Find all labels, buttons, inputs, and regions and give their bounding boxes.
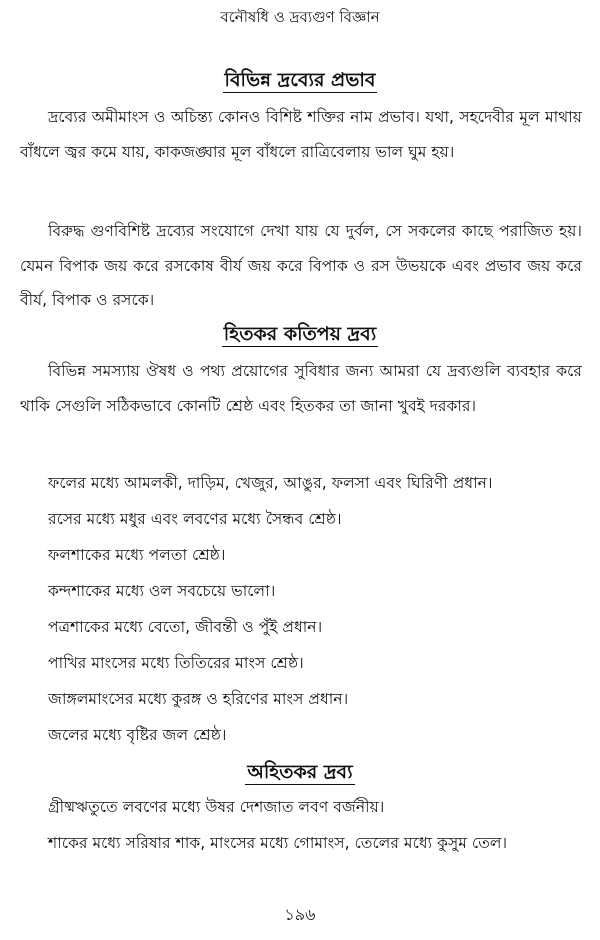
section-title-harmful bbox=[0, 758, 600, 786]
page-number: ১৯৬ bbox=[284, 905, 316, 924]
paragraph-text: বিভিন্ন সমস্যায় ঔষধ ও পথ্য প্রয়োগের সুবিধার জন্য আমরা যে দ্রব্যগুলি ব্যবহার করে থাকি সেগুলি সঠিকভাবে কোনটি শ্রেষ্ঠ এবং হিতকর তা জানা খুবই দরকার। bbox=[20, 362, 582, 415]
list-item-bird-meat: পাখির মাংসের মধ্যে তিতিরের মাংস শ্রেষ্ঠ। bbox=[48, 654, 304, 672]
section-title-text: হিতকর কতিপয় দ্রব্য bbox=[223, 323, 377, 345]
list-item-summer-salt: গ্রীষ্মঋতুতে লবণের মধ্যে উষর দেশজাত লবণ বর্জনীয়। bbox=[48, 798, 385, 816]
paragraph-opposing-properties bbox=[20, 214, 582, 318]
running-head: বনৌষধি ও দ্রব্যগুণ বিজ্ঞান bbox=[220, 8, 380, 26]
list-item-game-meat: জাঙ্গলমাংসের মধ্যে কুরঙ্গ ও হরিণের মাংস প্রধান। bbox=[48, 690, 349, 708]
list-item-tastes: রসের মধ্যে মধুর এবং লবণের মধ্যে সৈন্ধব শ্রেষ্ঠ। bbox=[48, 510, 342, 528]
paragraph-text: শাকের মধ্যে সরিষার শাক, মাংসের মধ্যে গোমাংস, তেলের মধ্যে কুসুম তেল। bbox=[48, 834, 508, 852]
list-item-water: জলের মধ্যে বৃষ্টির জল শ্রেষ্ঠ। bbox=[48, 726, 227, 744]
paragraph-text: দ্রব্যের অমীমাংস ও অচিন্ত্য কোনও বিশিষ্ট শক্তির নাম প্রভাব। যথা, সহদেবীর মূল মাথায় বাঁধলে জ্বর কমে যায়, কাকজঙ্ঘার মূল বাঁধলে রাত্রিবেলায় ভাল ঘুম হয়। bbox=[20, 108, 582, 161]
section-title-influence bbox=[0, 66, 600, 94]
section-title-text: অহিতকর দ্রব্য bbox=[247, 761, 353, 783]
paragraph-beneficial-intro bbox=[20, 354, 582, 423]
section-title-beneficial bbox=[0, 320, 600, 348]
list-item-tubers: কন্দশাকের মধ্যে ওল সবচেয়ে ভালো। bbox=[48, 582, 276, 600]
section-title-text: বিভিন্ন দ্রব্যের প্রভাব bbox=[224, 69, 376, 91]
paragraph-text: বিরুদ্ধ গুণবিশিষ্ট দ্রব্যের সংযোগে দেখা যায় যে দুর্বল, সে সকলের কাছে পরাজিত হয়। যেমন বিপাক জয় করে রসকোষ বীর্য জয় করে বিপাক ও রস উভয়কে এবং প্রভাব জয় করে বীর্য, বিপাক ও রসকে। bbox=[20, 222, 582, 309]
list-item-leafy-greens: পত্রশাকের মধ্যে বেতো, জীবন্তী ও পুঁই প্রধান। bbox=[48, 618, 323, 636]
list-item-fruit-vegetables: ফলশাকের মধ্যে পলতা শ্রেষ্ঠ। bbox=[48, 546, 226, 564]
paragraph-harmful-foods bbox=[20, 826, 582, 861]
paragraph-influence-definition bbox=[20, 100, 582, 169]
list-item-fruits: ফলের মধ্যে আমলকী, দাড়িম, খেজুর, আঙুর, ফলসা এবং ঘিরিণী প্রধান। bbox=[48, 474, 493, 492]
